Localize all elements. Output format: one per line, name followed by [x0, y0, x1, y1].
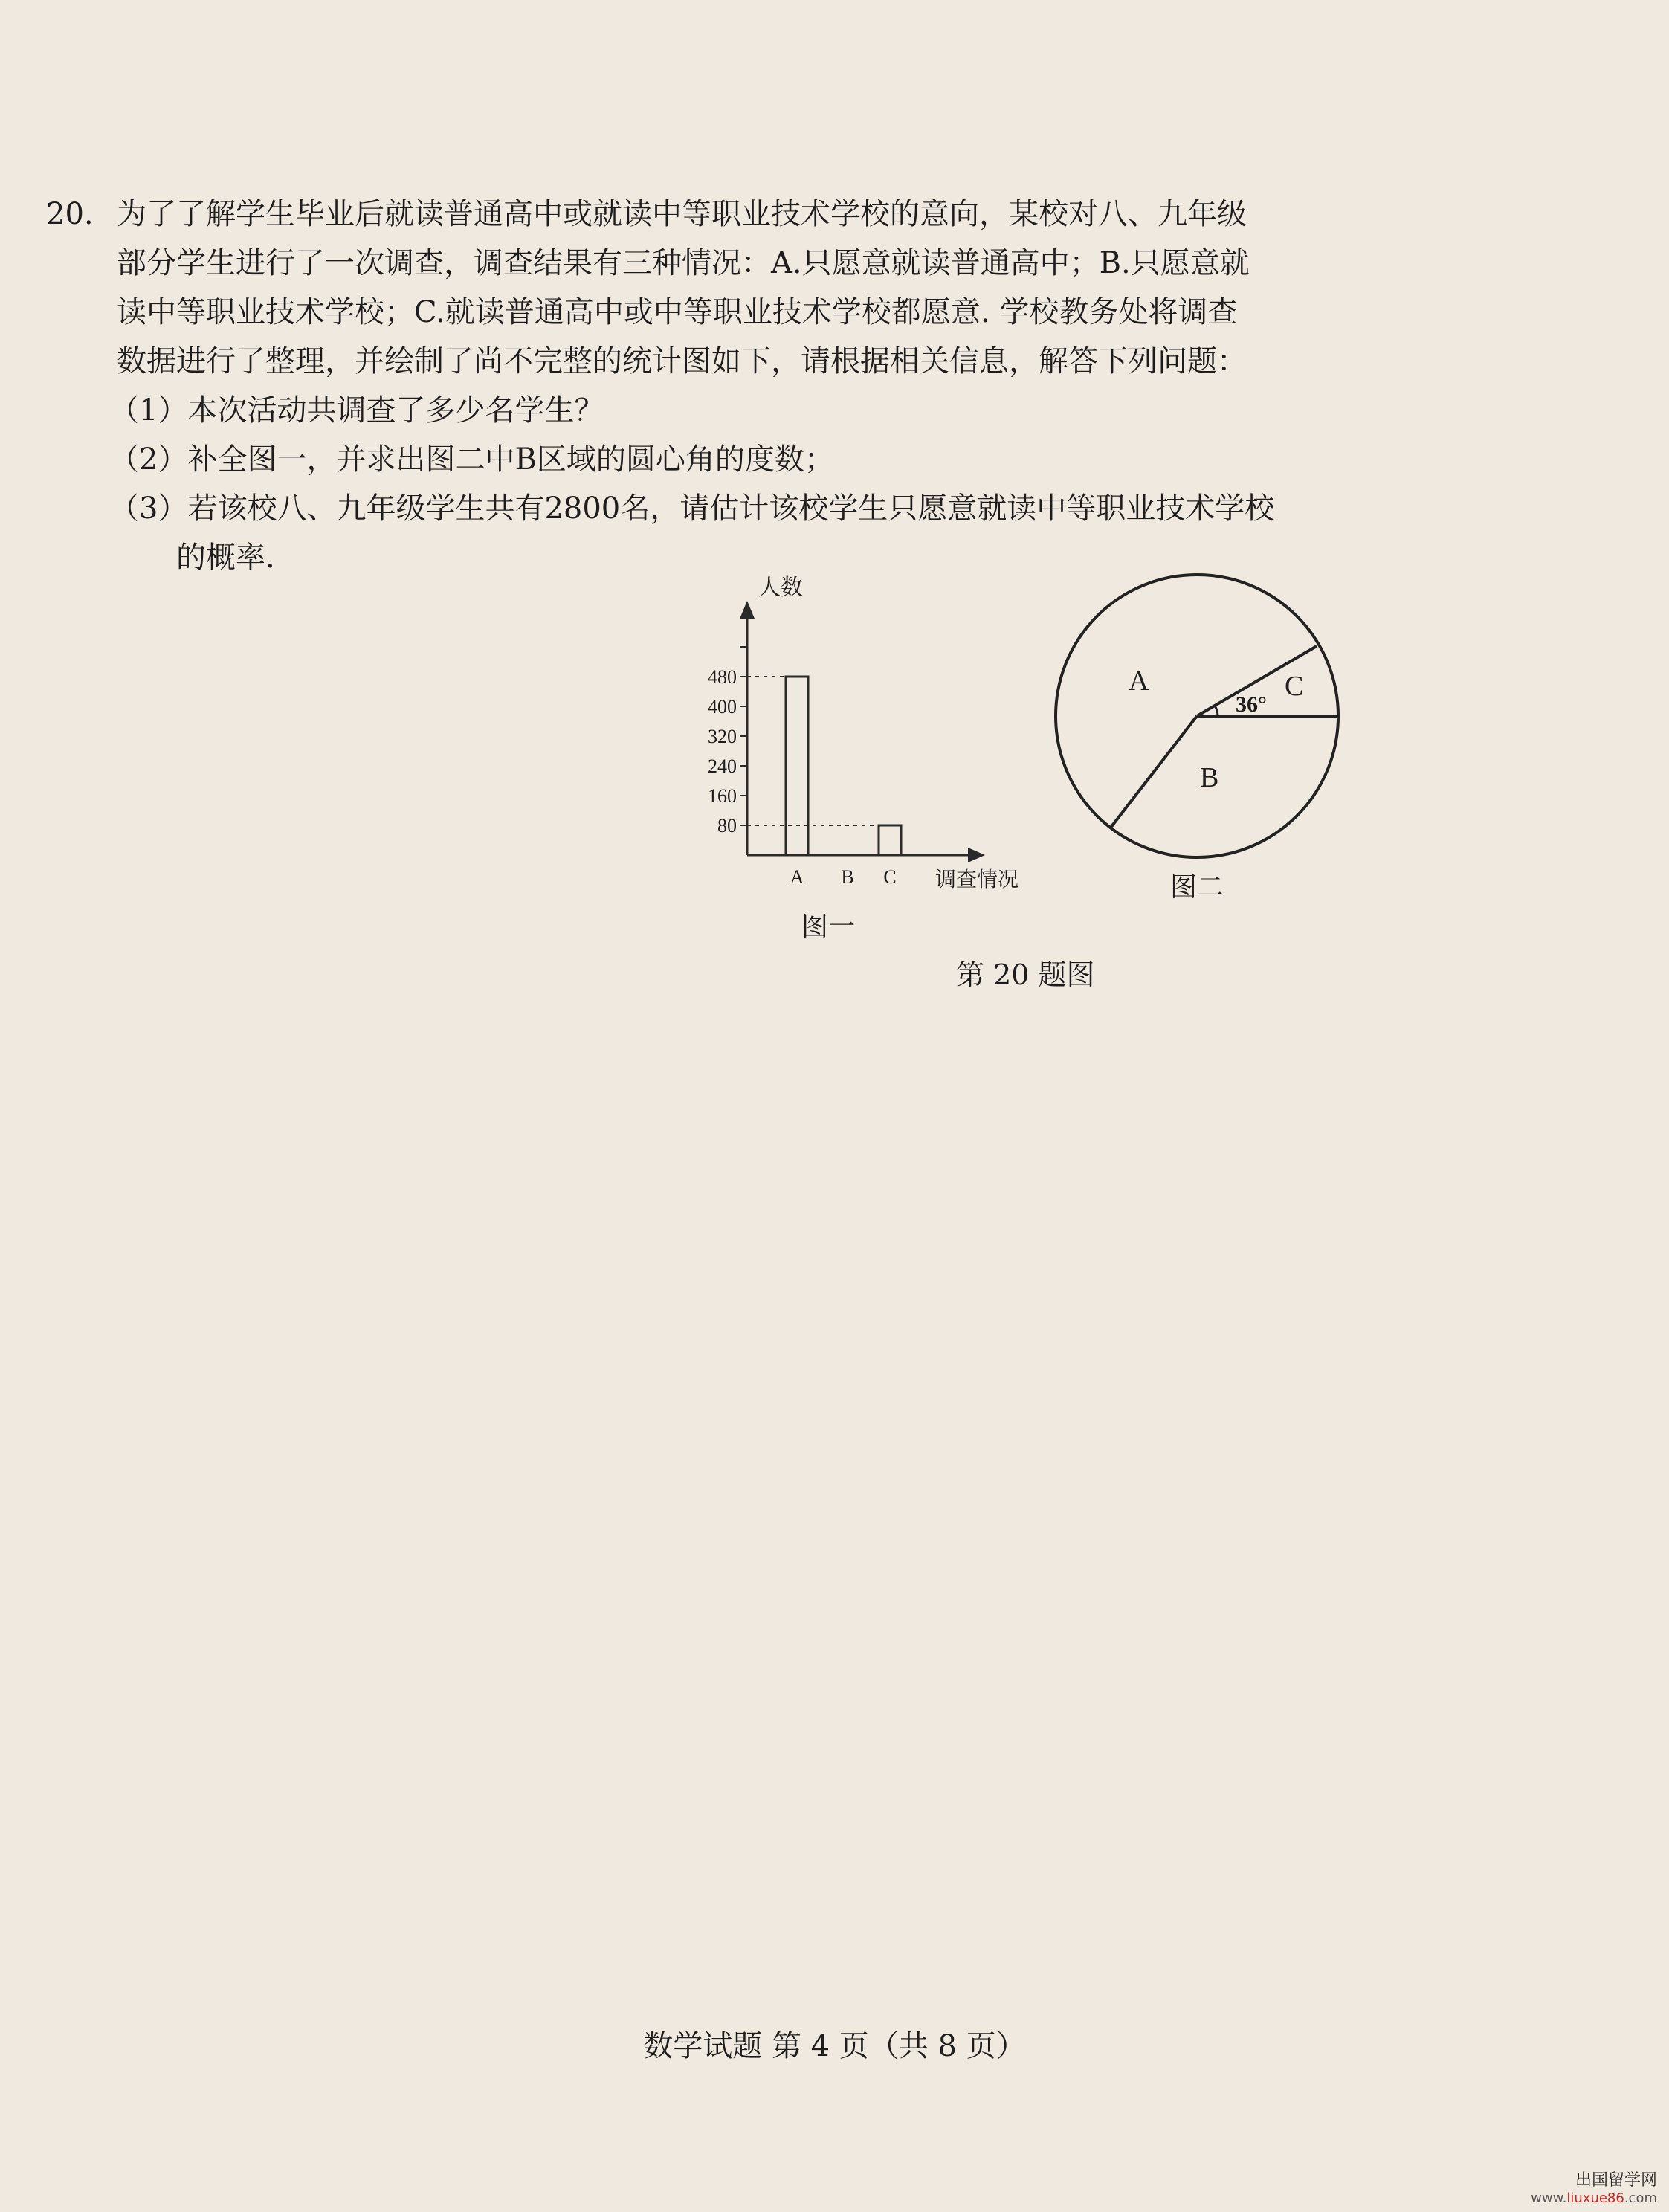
- pie-label-b: B: [1200, 762, 1219, 793]
- chart-caption-1: 图一: [801, 912, 856, 941]
- x-tick-label: B: [841, 866, 854, 888]
- x-axis-label: 调查情况: [935, 868, 1019, 891]
- question-line-4: 数据进行了整理，并绘制了尚不完整的统计图如下，请根据相关信息，解答下列问题：: [117, 344, 1247, 378]
- pie-angle-label: 36°: [1236, 692, 1267, 717]
- question-line-2: 部分学生进行了一次调查，调查结果有三种情况：A.只愿意就读普通高中；B.只愿意就: [117, 246, 1250, 280]
- pie-label-c: C: [1285, 671, 1304, 702]
- question-line-3: 读中等职业技术学校；C.就读普通高中或中等职业技术学校都愿意. 学校教务处将调查: [117, 295, 1238, 329]
- x-tick-label: A: [790, 866, 804, 888]
- watermark-name: 出国留学网: [1575, 2171, 1657, 2190]
- sub-question-3-cont: 的概率.: [176, 541, 275, 575]
- pie-label-a: A: [1129, 665, 1149, 697]
- page-footer: 数学试题 第 4 页（共 8 页）: [643, 2029, 1026, 2063]
- figure-caption: 第 20 题图: [956, 958, 1095, 991]
- sub-question-3: （3）若该校八、九年级学生共有2800名，请估计该校学生只愿意就读中等职业技术学校: [109, 491, 1275, 526]
- y-tick-label: 320: [708, 726, 737, 747]
- y-tick-label: 240: [708, 755, 737, 777]
- y-tick-label: 480: [708, 666, 737, 688]
- pie-radius-a-b: [1111, 716, 1197, 828]
- y-tick-label: 80: [717, 815, 737, 836]
- y-tick-label: 400: [708, 696, 737, 718]
- y-tick-label: 160: [708, 785, 737, 807]
- question-number: 20.: [46, 197, 94, 231]
- sub-question-1: （1）本次活动共调查了多少名学生？: [109, 393, 604, 428]
- bar-a: [786, 677, 808, 855]
- bar-c: [879, 825, 901, 855]
- pie-chart: [1056, 575, 1338, 903]
- question-line-1: 为了了解学生毕业后就读普通高中或就读中等职业技术学校的意向，某校对八、九年级: [117, 197, 1247, 231]
- y-axis-arrow: [740, 601, 755, 619]
- watermark-url: www.liuxue86.com: [1531, 2190, 1657, 2206]
- watermark: [1531, 2167, 1657, 2206]
- y-axis-label: 人数: [758, 575, 803, 600]
- x-axis-arrow: [968, 848, 985, 862]
- x-tick-label: C: [883, 866, 897, 888]
- bar-chart: [708, 575, 1018, 941]
- chart-caption-2: 图二: [1170, 872, 1224, 903]
- sub-question-2: （2）补全图一，并求出图二中B区域的圆心角的度数；: [109, 442, 834, 477]
- angle-arc: [1215, 706, 1218, 716]
